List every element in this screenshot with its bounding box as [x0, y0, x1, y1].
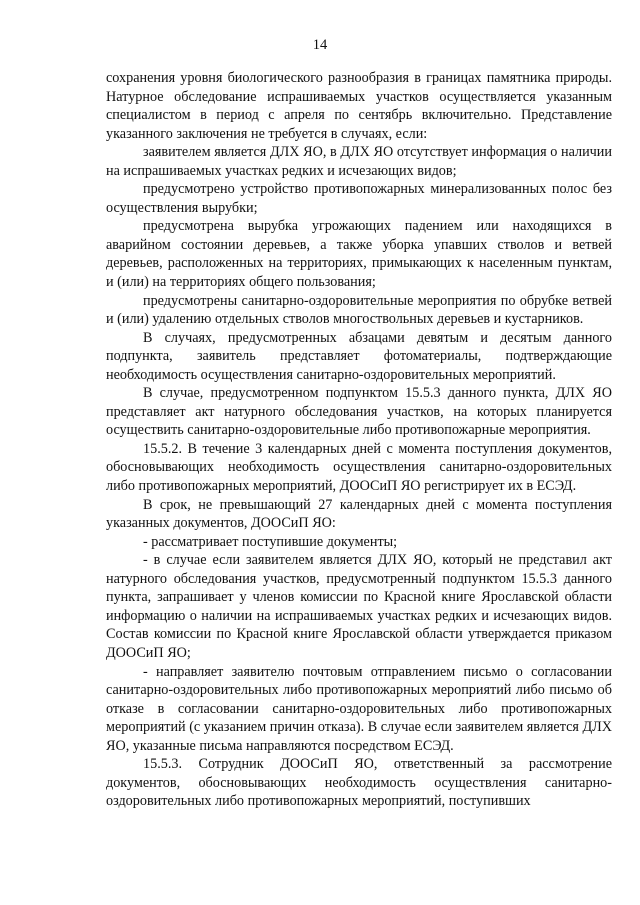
paragraph: предусмотрена вырубка угрожающих падением или находящихся в аварийном состоянии деревьев, а также уборка упавших стволов и ветвей деревьев, расположенных на территориях, примыкающих к населенным пунктам, и (или) на территориях общего пользования; — [106, 218, 612, 291]
paragraph: В срок, не превышающий 27 календарных дней с момента поступления указанных документов, ДООСиП ЯО: — [106, 496, 612, 532]
paragraph: В случае, предусмотренном подпунктом 15.5.3 данного пункта, ДЛХ ЯО представляет акт натурного обследования участков, на которых планируется осуществить санитарно-оздоровительные либо противопожарные мероприятия. — [106, 385, 612, 439]
paragraph: - направляет заявителю почтовым отправлением письмо о согласовании санитарно-оздоровительных либо противопожарных мероприятий либо письмо об отказе в согласовании санитарно-оздоровительных либо противопожарных мероприятий (с указанием причин отказа). В случае если заявителем является ДЛХ ЯО, указанные письма направляются посредством ЕСЭД. — [106, 663, 612, 754]
paragraph: В случаях, предусмотренных абзацами девятым и десятым данного подпункта, заявитель представляет фотоматериалы, подтверждающие необходимость осуществления санитарно-оздоровительных мероприятий. — [106, 329, 612, 383]
paragraph: - в случае если заявителем является ДЛХ ЯО, который не представил акт натурного обследования участков, предусмотренный подпунктом 15.5.3 данного пункта, запрашивает у членов комиссии по Красной книге Ярославской области информацию о наличии на испрашиваемых участках редких и исчезающих видов. Состав комиссии по Красной книге Ярославской области утверждается приказом ДООСиП ЯО; — [106, 552, 612, 661]
page-number: 14 — [312, 37, 328, 53]
paragraph: заявителем является ДЛХ ЯО, в ДЛХ ЯО отсутствует информация о наличии на испрашиваемых участках редких и исчезающих видов; — [106, 144, 612, 179]
document-body — [106, 69, 612, 811]
paragraph: предусмотрено устройство противопожарных минерализованных полос без осуществления вырубки; — [106, 181, 612, 216]
paragraph: 15.5.3. Сотрудник ДООСиП ЯО, ответственный за рассмотрение документов, обосновывающих необходимость осуществления санитарно-оздоровительных либо противопожарных мероприятий, поступивших — [106, 756, 612, 810]
paragraph: сохранения уровня биологического разнообразия в границах памятника природы. Натурное обследование испрашиваемых участков осуществляется указанным специалистом в период с апреля по сентябрь включительно. Представление указанного заключения не требуется в случаях, если: — [106, 70, 612, 142]
paragraph: 15.5.2. В течение 3 календарных дней с момента поступления документов, обосновывающих необходимость осуществления санитарно-оздоровительных либо противопожарных мероприятий, ДООСиП ЯО регистрирует их в ЕСЭД. — [106, 440, 612, 495]
paragraph: - рассматривает поступившие документы; — [143, 533, 398, 550]
paragraph: предусмотрены санитарно-оздоровительные мероприятия по обрубке ветвей и (или) удалению отдельных стволов многоствольных деревьев и кустарников. — [106, 292, 612, 328]
